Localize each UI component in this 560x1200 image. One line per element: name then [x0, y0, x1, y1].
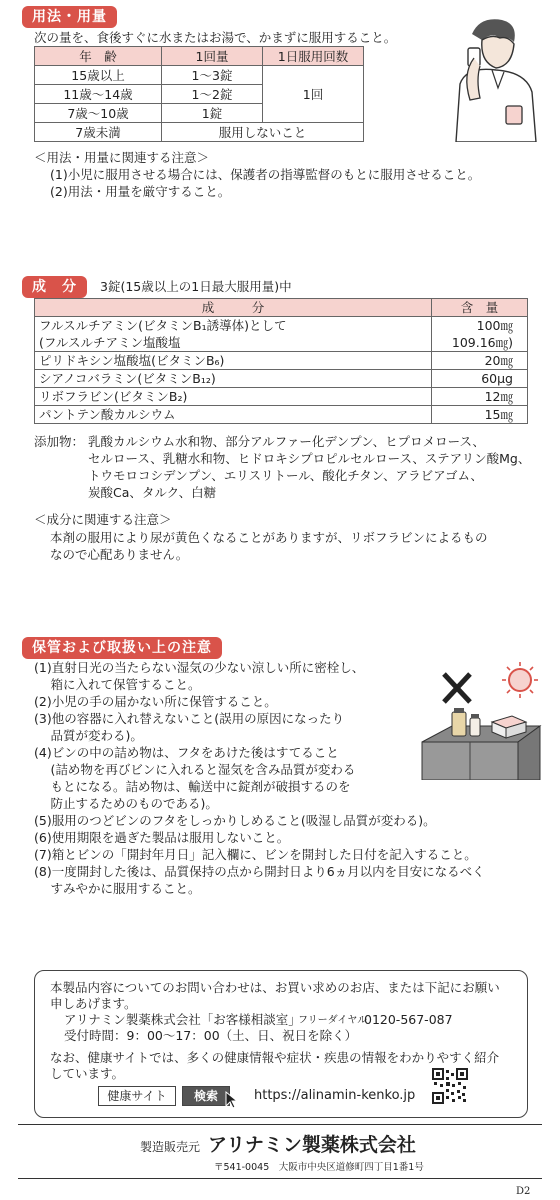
storage-line: (4)ビンの中の詰め物は、フタをあけた後はすてること — [34, 745, 339, 760]
under7-note: 服用しないこと — [162, 123, 364, 142]
person-drinking-illustration — [452, 14, 538, 142]
dose-cell: 1～3錠 — [162, 66, 263, 85]
table-header-row — [35, 47, 364, 66]
health-line: なお、健康サイトでは、多くの健康情報や症状・疾患の情報をわかりやすく紹介 — [50, 1050, 500, 1065]
times-cell: 1回 — [263, 66, 364, 123]
storage-line: (7)箱とビンの「開封年月日」記入欄に、ビンを開封した日付を記入すること。 — [34, 847, 477, 862]
storage-line: 箱に入れて保管すること。 — [34, 677, 201, 692]
age-cell: 7歳～10歳 — [35, 104, 162, 123]
ingredients-notes-title: ＜成分に関連する注意＞ — [34, 512, 172, 527]
storage-line: すみやかに服用すること。 — [34, 881, 201, 896]
additives-line: 乳酸カルシウム水和物、部分アルファー化デンプン、ヒプロメロース、 — [88, 434, 485, 449]
storage-line: 品質が変わる)。 — [34, 728, 143, 743]
contact-phone: 0120-567-087 — [364, 1012, 453, 1027]
storage-line: (3)他の容器に入れ替えないこと(誤用の原因になったり — [34, 711, 345, 726]
age-cell: 7歳未満 — [35, 123, 162, 142]
sun-icon — [502, 662, 538, 698]
maker-label: 製造販売元 — [140, 1140, 201, 1154]
ingredients-badge: 成 分 — [22, 276, 87, 298]
ingredient-name: フルスルチアミン(ビタミンB₁誘導体)として — [35, 317, 432, 335]
storage-illustration — [418, 656, 542, 780]
additives-line: 炭酸Ca、タルク、白糖 — [88, 485, 217, 500]
storage-line: (5)服用のつどビンのフタをしっかりしめること(吸湿し品質が変わる)。 — [34, 813, 436, 828]
ingredients-intro: 3錠(15歳以上の1日最大服用量)中 — [100, 279, 292, 294]
contact-line: 申しあげます。 — [50, 996, 137, 1011]
ingredients-table — [34, 298, 528, 424]
ingredient-amount: 60μg — [432, 370, 528, 388]
table-row — [35, 352, 528, 370]
health-site-url[interactable]: https://alinamin-kenko.jp — [254, 1088, 416, 1103]
storage-line: 防止するためのものである)。 — [34, 796, 218, 811]
dosage-table — [34, 46, 364, 142]
table-row — [35, 334, 528, 352]
dose-cell: 1～2錠 — [162, 85, 263, 104]
ingredient-amount: 12㎎ — [432, 388, 528, 406]
age-cell: 15歳以上 — [35, 66, 162, 85]
cross-mark-icon — [444, 674, 470, 702]
storage-badge: 保管および取扱い上の注意 — [22, 637, 222, 659]
usage-notes-title: ＜用法・用量に関連する注意＞ — [34, 150, 210, 165]
ingredient-name: ピリドキシン塩酸塩(ビタミンB₆) — [35, 352, 432, 370]
page-code: D2 — [516, 1186, 531, 1197]
storage-line: (8)一度開封した後は、品質保持の点から開封日より6ヵ月以内を目安になるべく — [34, 864, 485, 879]
usage-note: (2)用法・用量を厳守すること。 — [50, 184, 231, 199]
ingredient-amount: 15㎎ — [432, 406, 528, 424]
table-row — [35, 370, 528, 388]
table-row — [35, 66, 364, 85]
additives-line: セルロース、乳糖水和物、ヒドロキシプロピルセルロース、ステアリン酸Mg、 — [88, 451, 531, 466]
table-header-row — [35, 299, 528, 317]
ingredient-name: リボフラビン(ビタミンB₂) — [35, 388, 432, 406]
ingredients-note-line: 本剤の服用により尿が黄色くなることがありますが、リボフラビンによるもの — [50, 530, 488, 545]
ingredients-note-line: なので心配ありません。 — [50, 547, 189, 562]
qr-code-icon[interactable] — [432, 1068, 468, 1104]
table-row — [35, 388, 528, 406]
ingredient-name: シアノコバラミン(ビタミンB₁₂) — [35, 370, 432, 388]
health-line: しています。 — [50, 1066, 125, 1081]
footer-divider — [18, 1124, 542, 1125]
age-cell: 11歳～14歳 — [35, 85, 162, 104]
table-row — [35, 317, 528, 335]
search-button[interactable]: 検索 — [182, 1086, 230, 1106]
health-site-button[interactable]: 健康サイト — [98, 1086, 176, 1106]
shelf-icon — [422, 726, 540, 780]
contact-company: アリナミン製薬株式会社「お客様相談室」 — [64, 1012, 301, 1027]
usage-intro: 次の量を、食後すぐに水またはお湯で、かまずに服用すること。 — [34, 30, 397, 45]
storage-line: (2)小児の手の届かない所に保管すること。 — [34, 694, 277, 709]
storage-line: (1)直射日光の当たらない湿気の少ない涼しい所に密栓し、 — [34, 660, 365, 675]
usage-note: (1)小児に服用させる場合には、保護者の指導監督のもとに服用させること。 — [50, 167, 481, 182]
storage-line: (6)使用期限を過ぎた製品は服用しないこと。 — [34, 830, 290, 845]
storage-line: (詰め物を再びビンに入れると湿気を含み品質が変わる — [34, 762, 356, 777]
contact-hours: 受付時間：9：00～17：00（土、日、祝日を除く） — [64, 1028, 358, 1043]
ingredient-name: パントテン酸カルシウム — [35, 406, 432, 424]
ingredient-name: (フルスルチアミン塩酸塩 — [35, 334, 432, 352]
footer-bottom-line — [18, 1178, 542, 1179]
header-component: 成 分 — [35, 299, 432, 317]
storage-line: もとになる。詰め物は、輸送中に錠剤が破損するのを — [34, 779, 351, 794]
ingredient-amount: 100㎎ — [432, 317, 528, 335]
header-dose: 1回量 — [162, 47, 263, 66]
additives-label: 添加物： — [34, 434, 85, 449]
header-amount: 含 量 — [432, 299, 528, 317]
maker-address: 〒541-0045 大阪市中央区道修町四丁目1番1号 — [214, 1162, 424, 1173]
ingredient-amount: 109.16㎎) — [432, 334, 528, 352]
header-age: 年 齢 — [35, 47, 162, 66]
contact-line: 本製品内容についてのお問い合わせは、お買い求めのお店、または下記にお願い — [50, 980, 500, 995]
additives-line: トウモロコシデンプン、エリスリトール、酸化チタン、アラビアゴム、 — [88, 468, 483, 483]
bottle-icon — [452, 708, 480, 736]
ingredient-amount: 20㎎ — [432, 352, 528, 370]
table-row — [35, 123, 364, 142]
dose-cell: 1錠 — [162, 104, 263, 123]
table-row — [35, 406, 528, 424]
freedial-label: フリーダイヤル — [298, 1015, 368, 1026]
header-times: 1日服用回数 — [263, 47, 364, 66]
usage-badge: 用法・用量 — [22, 6, 117, 28]
cursor-arrow-icon — [224, 1090, 240, 1110]
maker-name: アリナミン製薬株式会社 — [208, 1134, 416, 1156]
